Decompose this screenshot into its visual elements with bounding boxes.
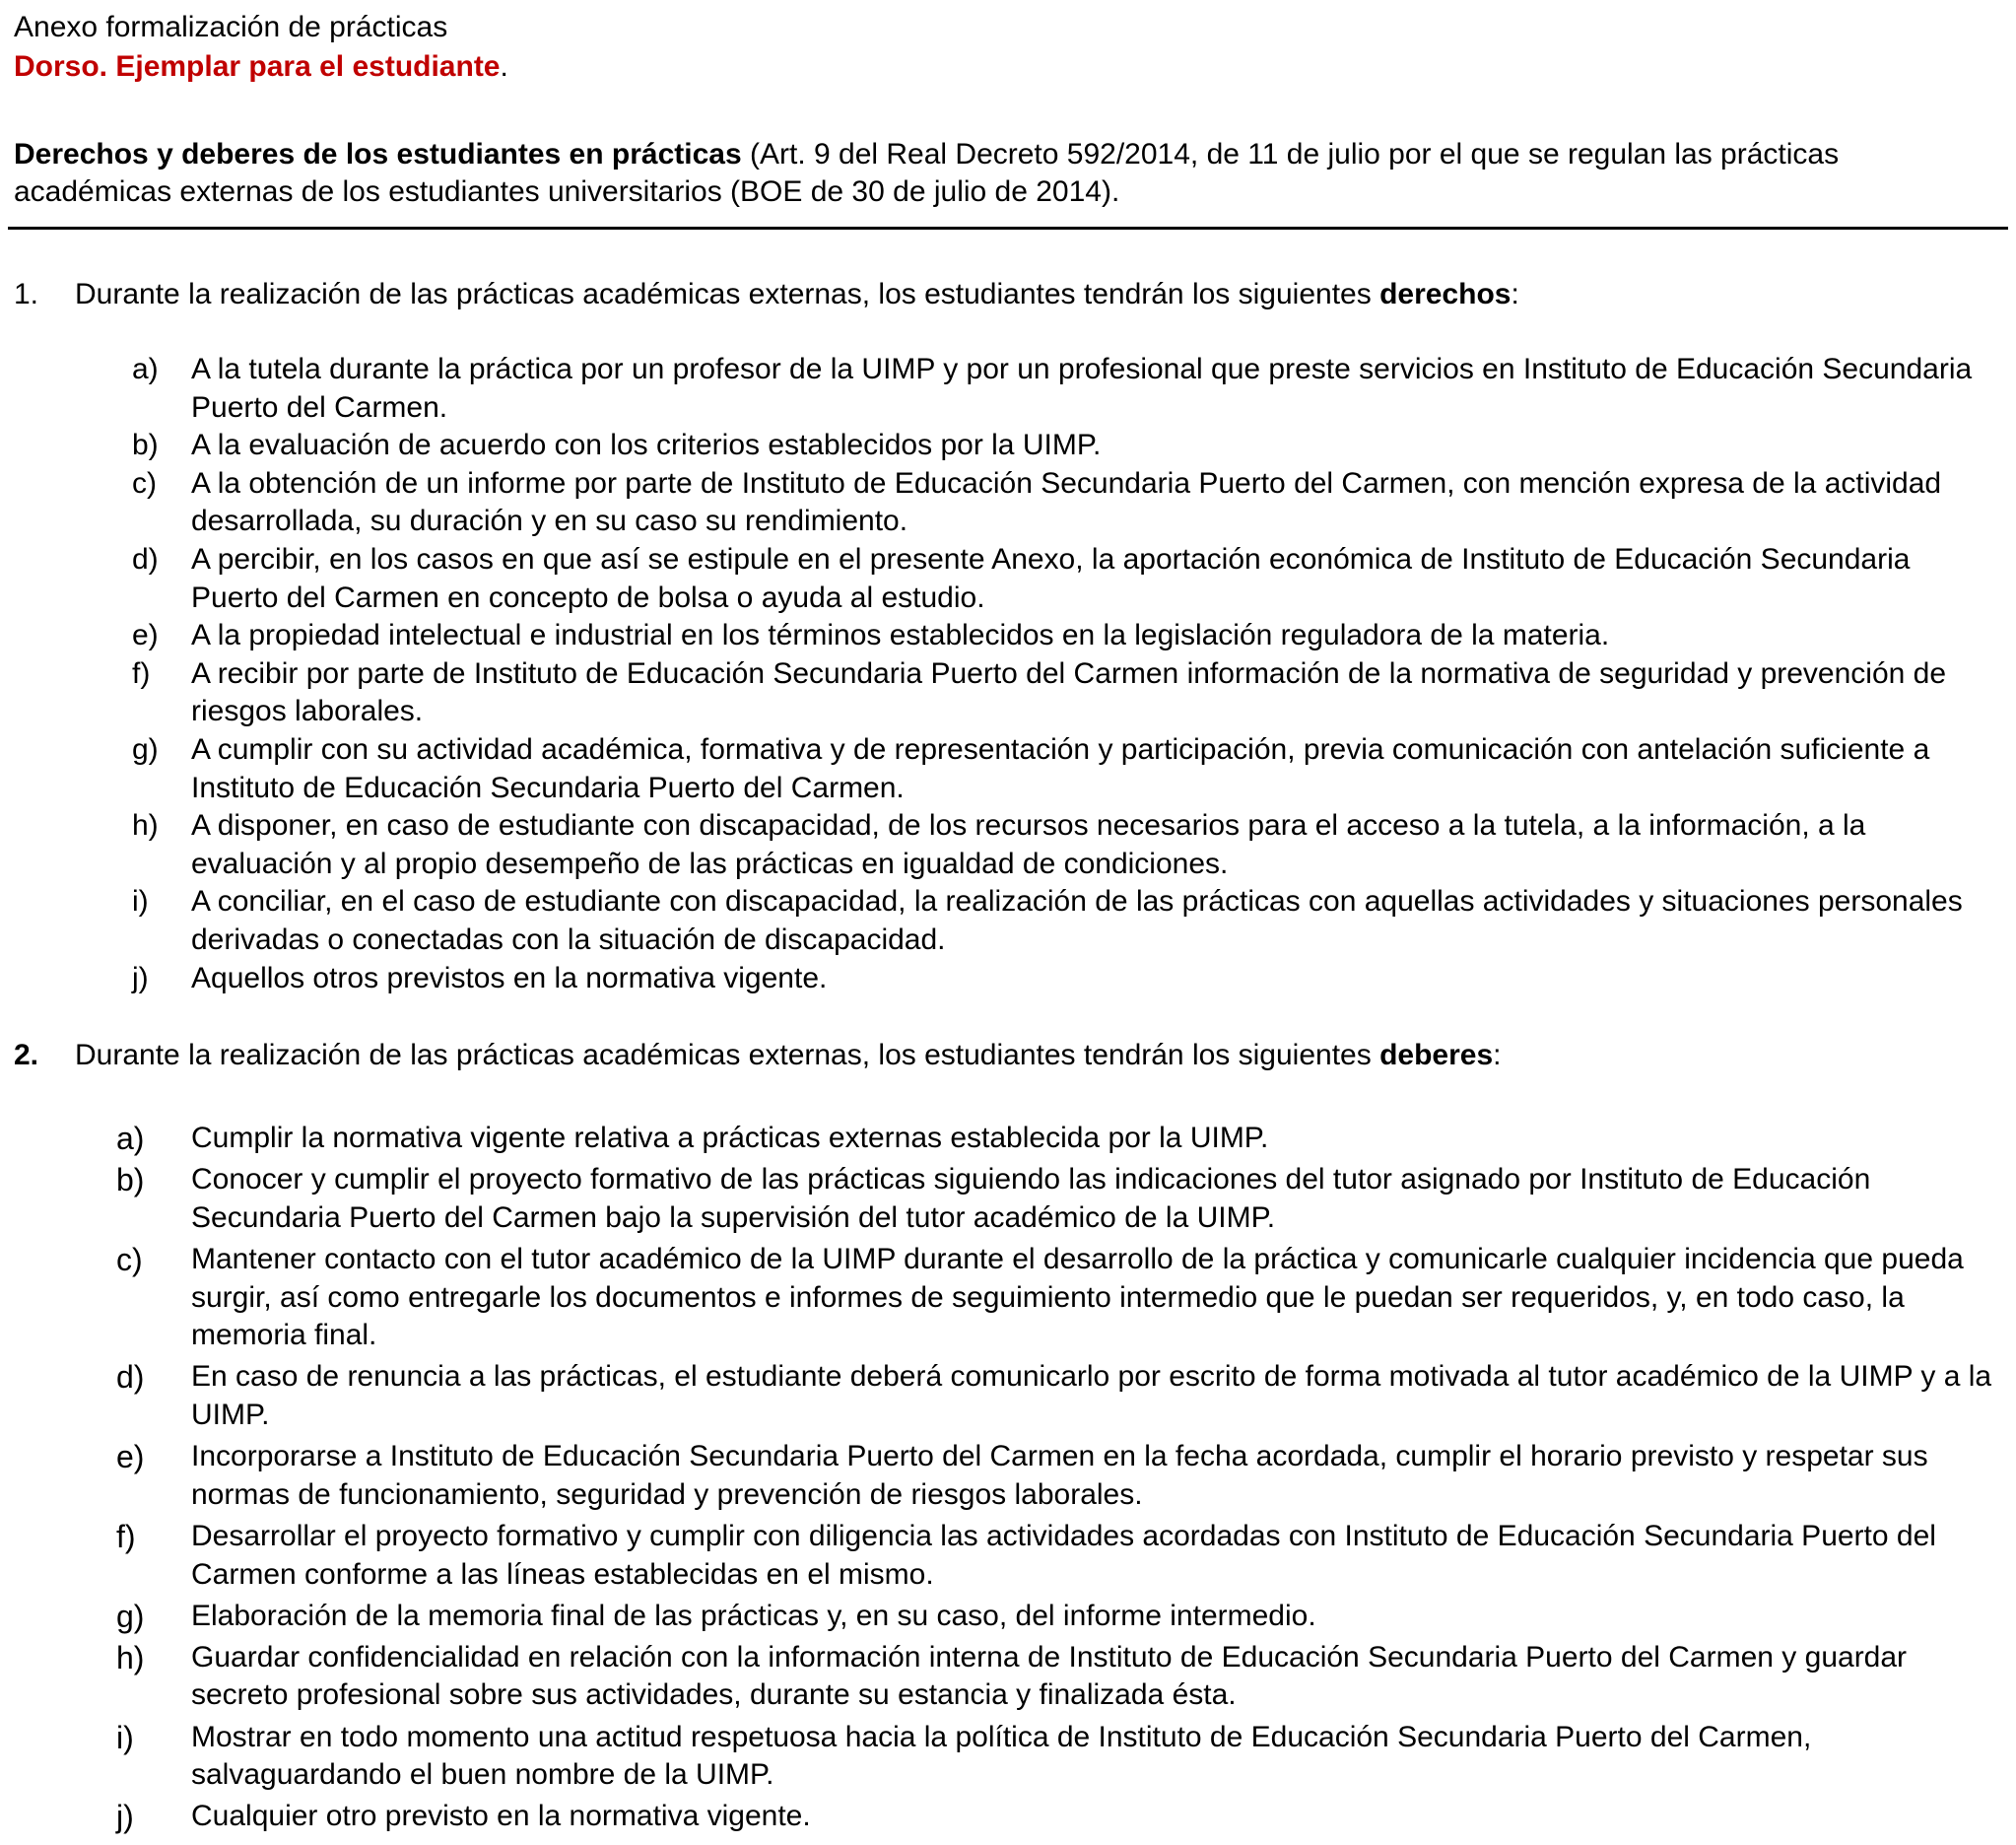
- item-text: A recibir por parte de Instituto de Educación Secundaria Puerto del Carmen información de la normativa de seguridad y prevención de riesgos laborales.: [191, 656, 1947, 728]
- item-text: Mostrar en todo momento una actitud respetuosa hacia la política de Instituto de Educación Secundaria Puerto del Carmen, salvaguardando el buen nombre de la UIMP.: [191, 1720, 1812, 1792]
- list-item: [0, 960, 1994, 998]
- item-letter: f): [116, 1518, 136, 1554]
- item-letter: c): [116, 1241, 143, 1277]
- item-text: A la propiedad intelectual e industrial en los términos establecidos en la legislación reguladora de la materia.: [191, 619, 1610, 652]
- duties-number: 2.: [14, 1039, 39, 1071]
- list-item: [0, 655, 1994, 731]
- item-letter: e): [132, 619, 159, 652]
- list-item: [0, 465, 1994, 541]
- duties-lead: Durante la realización de las prácticas académicas externas, los estudiantes tendrán los siguientes: [75, 1039, 1380, 1071]
- item-letter: j): [132, 961, 149, 994]
- horizontal-rule: [8, 227, 2008, 230]
- duties-list: [0, 1120, 2016, 1840]
- intro-heading: Derechos y deberes de los estudiantes en prácticas: [14, 138, 742, 171]
- item-text: Elaboración de la memoria final de las prácticas y, en su caso, del informe intermedio.: [191, 1599, 1316, 1632]
- list-item: [0, 807, 1994, 883]
- list-item: [0, 617, 1994, 655]
- item-letter: h): [116, 1639, 145, 1675]
- item-text: En caso de renuncia a las prácticas, el estudiante deberá comunicarlo por escrito de forma motivada al tutor académico de la UIMP y a la UIMP.: [191, 1360, 1992, 1431]
- list-item: [0, 351, 1994, 427]
- item-letter: f): [132, 656, 151, 690]
- item-text: Desarrollar el proyecto formativo y cumplir con diligencia las actividades acordadas con Instituto de Educación Secundaria Puerto del Carmen conforme a las líneas establecidas en el mismo.: [191, 1519, 1936, 1591]
- list-item: [0, 1120, 1994, 1158]
- item-text: A la evaluación de acuerdo con los criterios establecidos por la UIMP.: [191, 429, 1102, 462]
- item-text: A cumplir con su actividad académica, formativa y de representación y participación, previa comunicación con antelación suficiente a Instituto de Educación Secundaria Puerto del Carmen.: [191, 732, 1930, 804]
- intro-text: (Art. 9 del Real Decreto 592/2014, de 11 de julio por el que se regulan las prácticas académicas externas de los estudiantes universitarios (BOE de 30 de julio de 2014).: [14, 138, 1840, 208]
- rights-end: :: [1511, 278, 1519, 310]
- list-item: [0, 1639, 1994, 1715]
- duties-heading: [14, 1037, 1994, 1074]
- list-item: [0, 1358, 1994, 1434]
- list-item: [0, 1161, 1994, 1237]
- list-item: [0, 1798, 1994, 1836]
- duties-keyword: deberes: [1379, 1039, 1494, 1071]
- duties-end: :: [1493, 1039, 1502, 1071]
- list-item: [0, 427, 1994, 465]
- list-item: [0, 1438, 1994, 1514]
- item-letter: d): [132, 542, 159, 576]
- rights-keyword: derechos: [1379, 278, 1512, 310]
- item-text: Cualquier otro previsto en la normativa vigente.: [191, 1800, 811, 1833]
- list-item: [0, 883, 1994, 959]
- list-item: [0, 1719, 1994, 1795]
- item-letter: j): [116, 1799, 134, 1835]
- document-subtitle: [14, 49, 508, 85]
- list-item: [0, 1241, 1994, 1355]
- rights-heading: [14, 276, 1994, 313]
- list-item: [0, 541, 1994, 617]
- item-letter: i): [132, 885, 149, 919]
- rights-lead: Durante la realización de las prácticas académicas externas, los estudiantes tendrán los siguientes: [75, 278, 1380, 310]
- rights-list: [0, 351, 2016, 997]
- subtitle-end: .: [500, 50, 508, 83]
- item-text: Mantener contacto con el tutor académico de la UIMP durante el desarrollo de la práctica y comunicarle cualquier incidencia que pueda surgir, así como entregarle los documentos e informes de seguimiento intermedio que le puedan ser requeridos, y, en todo caso, la memoria final.: [191, 1242, 1964, 1352]
- item-text: A la tutela durante la práctica por un profesor de la UIMP y por un profesional que preste servicios en Instituto de Educación Secundaria Puerto del Carmen.: [191, 353, 1973, 424]
- list-item: [0, 1598, 1994, 1636]
- intro-paragraph: [14, 136, 1975, 211]
- item-text: A disponer, en caso de estudiante con discapacidad, de los recursos necesarios para el acceso a la tutela, a la información, a la evaluación y al propio desempeño de las prácticas en igualdad de condiciones.: [191, 809, 1866, 880]
- item-text: Cumplir la normativa vigente relativa a prácticas externas establecida por la UIMP.: [191, 1122, 1269, 1154]
- item-letter: g): [132, 732, 159, 766]
- item-text: A percibir, en los casos en que así se estipule en el presente Anexo, la aportación económica de Instituto de Educación Secundaria Puerto del Carmen en concepto de bolsa o ayuda al estudio.: [191, 542, 1911, 614]
- document-title: Anexo formalización de prácticas: [14, 11, 448, 43]
- item-letter: a): [116, 1121, 145, 1156]
- item-letter: d): [116, 1359, 145, 1396]
- item-letter: h): [132, 809, 159, 843]
- item-letter: a): [132, 353, 159, 385]
- item-text: Guardar confidencialidad en relación con la información interna de Instituto de Educación Secundaria Puerto del Carmen y guardar secreto profesional sobre sus actividades, durante su estancia y finalizada ésta.: [191, 1640, 1908, 1712]
- item-letter: e): [116, 1439, 145, 1475]
- item-letter: g): [116, 1598, 145, 1634]
- item-letter: b): [116, 1162, 145, 1198]
- item-letter: c): [132, 466, 157, 500]
- subtitle-text: Dorso. Ejemplar para el estudiante: [14, 50, 501, 83]
- item-text: Conocer y cumplir el proyecto formativo de las prácticas siguiendo las indicaciones del tutor asignado por Instituto de Educación Secundaria Puerto del Carmen bajo la supervisión del tutor académico de la UIMP.: [191, 1163, 1871, 1234]
- item-letter: i): [116, 1719, 134, 1755]
- item-text: Aquellos otros previstos en la normativa vigente.: [191, 961, 828, 994]
- rights-number: 1.: [14, 278, 39, 310]
- list-item: [0, 1518, 1994, 1594]
- item-text: Incorporarse a Instituto de Educación Secundaria Puerto del Carmen en la fecha acordada, cumplir el horario previsto y respetar sus normas de funcionamiento, seguridad y prevención de riesgos laborales.: [191, 1440, 1928, 1511]
- item-text: A la obtención de un informe por parte de Instituto de Educación Secundaria Puerto del Carmen, con mención expresa de la actividad desarrollada, su duración y en su caso su rendimiento.: [191, 466, 1942, 538]
- item-text: A conciliar, en el caso de estudiante con discapacidad, la realización de las prácticas con aquellas actividades y situaciones personales derivadas o conectadas con la situación de discapacidad.: [191, 885, 1963, 956]
- list-item: [0, 731, 1994, 807]
- item-letter: b): [132, 429, 159, 462]
